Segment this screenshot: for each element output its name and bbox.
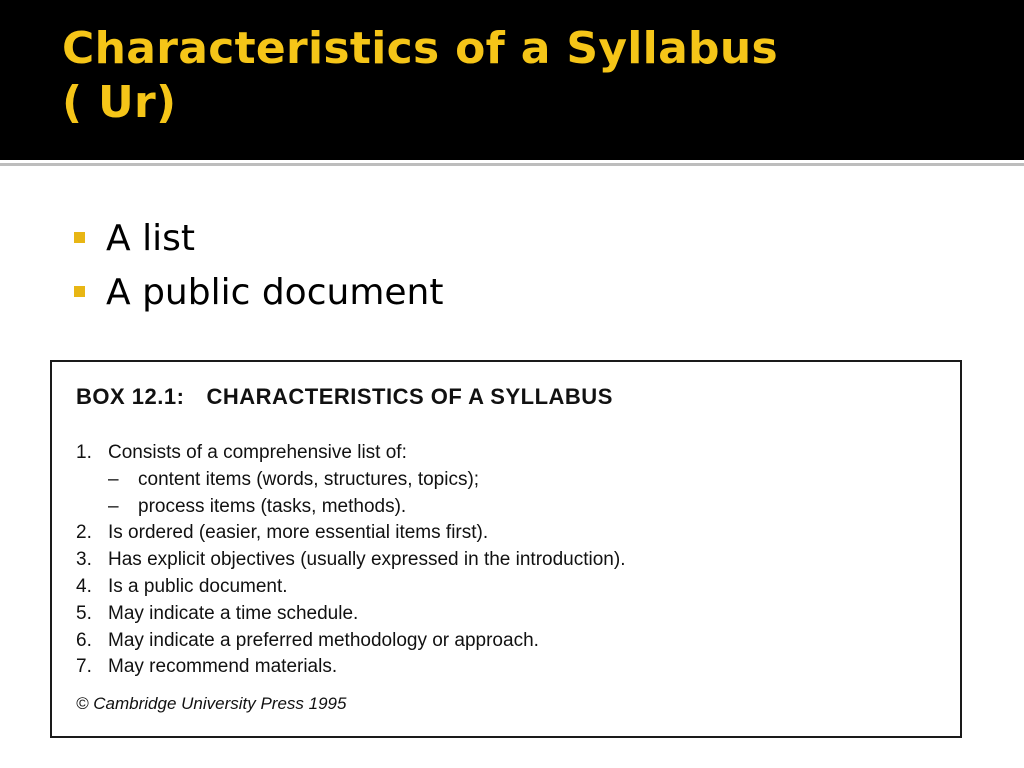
- list-item: [76, 628, 625, 655]
- subitem-text: content items (words, structures, topics);: [138, 468, 480, 490]
- bullet-text: A public document: [106, 272, 444, 313]
- item-number: 1.: [76, 442, 92, 463]
- bullet-text: A list: [106, 218, 195, 259]
- title-divider: [0, 163, 1024, 166]
- item-text: Has explicit objectives (usually expressed in the introduction).: [108, 549, 626, 571]
- copyright-notice: © Cambridge University Press 1995: [76, 694, 347, 713]
- dash-marker: –: [108, 495, 119, 517]
- bullet-item: [74, 212, 443, 266]
- bullet-item: [74, 266, 443, 320]
- item-number: 7.: [76, 656, 92, 678]
- box-heading-text: CHARACTERISTICS OF A SYLLABUS: [206, 384, 613, 409]
- box-label: BOX 12.1:: [76, 384, 185, 409]
- item-number: 5.: [76, 602, 92, 624]
- list-item: [76, 520, 625, 547]
- dash-marker: –: [108, 468, 119, 490]
- subitem-text: process items (tasks, methods).: [138, 495, 407, 517]
- list-item: [76, 440, 625, 467]
- list-subitem: [76, 494, 625, 521]
- square-bullet-icon: [74, 286, 85, 297]
- slide-title-line-1: Characteristics of a Syllabus: [62, 23, 778, 74]
- square-bullet-icon: [74, 232, 85, 243]
- slide-title-line-2: ( Ur): [62, 77, 177, 128]
- list-item: [76, 601, 625, 628]
- list-item: [76, 547, 625, 574]
- item-text: May indicate a preferred methodology or approach.: [108, 629, 539, 651]
- item-number: 4.: [76, 575, 92, 597]
- item-number: 2.: [76, 522, 92, 544]
- slide-title: [62, 22, 778, 130]
- item-text: Consists of a comprehensive list of:: [108, 442, 407, 463]
- item-number: 3.: [76, 549, 92, 571]
- item-number: 6.: [76, 629, 92, 651]
- characteristics-list: [76, 440, 625, 681]
- syllabus-box-image: [50, 360, 962, 738]
- list-item: [76, 574, 625, 601]
- item-text: Is a public document.: [108, 575, 288, 597]
- item-text: May indicate a time schedule.: [108, 602, 359, 624]
- list-subitem: [76, 467, 625, 494]
- list-item: [76, 654, 625, 681]
- bullet-list: [74, 212, 443, 320]
- box-heading: [76, 384, 613, 410]
- item-text: Is ordered (easier, more essential items first).: [108, 522, 489, 544]
- item-text: May recommend materials.: [108, 656, 338, 678]
- title-bar: [0, 0, 1024, 160]
